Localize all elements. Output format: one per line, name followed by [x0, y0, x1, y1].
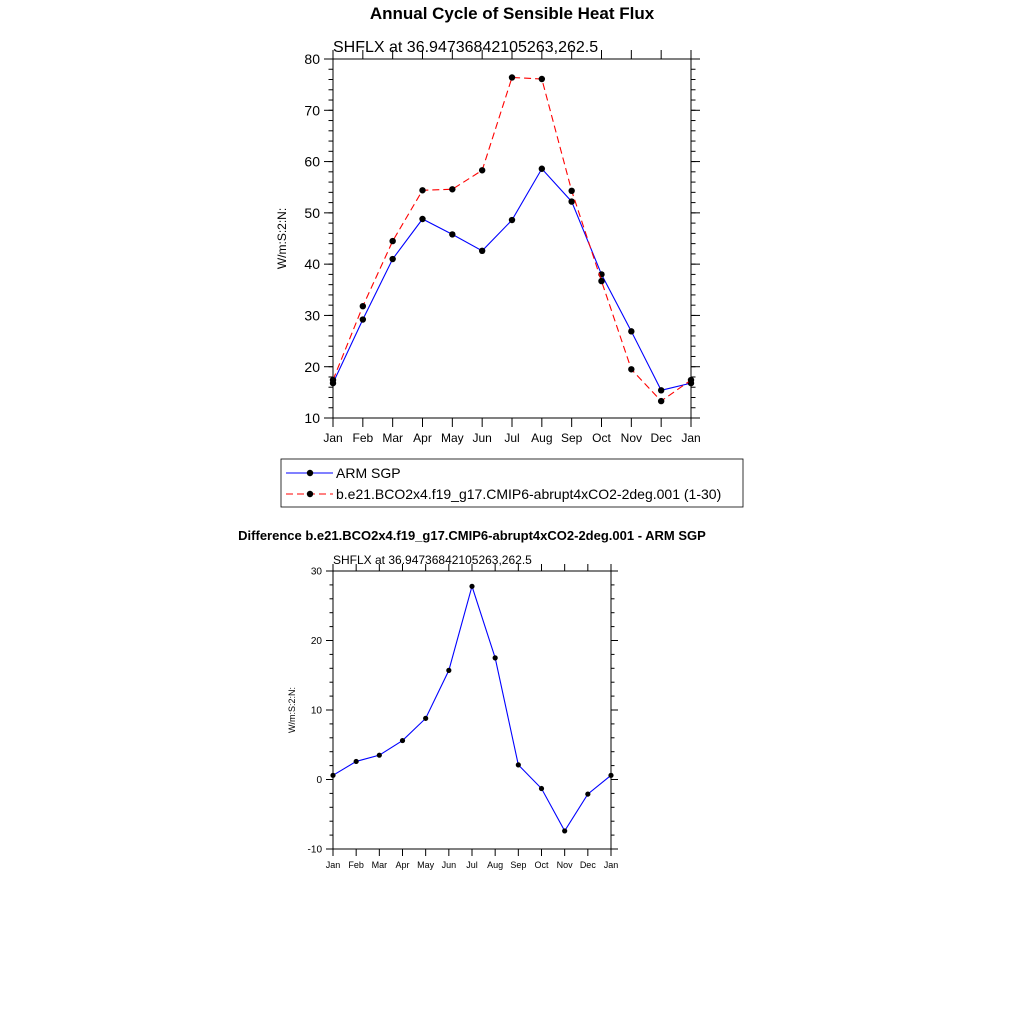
- data-point: [469, 584, 474, 589]
- x-tick-label: Apr: [395, 860, 410, 870]
- data-point: [400, 738, 405, 743]
- series-line-0: [333, 169, 691, 391]
- series-line-0: [333, 586, 611, 831]
- y-tick-label: 10: [304, 410, 320, 427]
- y-tick-label: -10: [307, 844, 322, 856]
- y-tick-label: 60: [304, 153, 320, 170]
- data-point: [516, 762, 521, 767]
- legend-marker: [307, 470, 313, 476]
- data-point: [360, 316, 366, 322]
- y-tick-label: 70: [304, 102, 320, 119]
- data-point: [423, 716, 428, 721]
- y-tick-label: 10: [310, 705, 322, 717]
- legend: [281, 459, 743, 507]
- y-tick-label: 0: [316, 775, 322, 787]
- data-point: [419, 187, 425, 193]
- data-point: [539, 166, 545, 172]
- x-tick-label: May: [417, 860, 435, 870]
- data-point: [354, 759, 359, 764]
- x-tick-label: Nov: [556, 860, 573, 870]
- legend-label-1: b.e21.BCO2x4.f19_g17.CMIP6-abrupt4xCO2-2deg.001 (1-30): [336, 486, 722, 502]
- x-tick-label: Jun: [472, 431, 492, 445]
- data-point: [389, 238, 395, 244]
- x-tick-label: Jul: [466, 860, 478, 870]
- x-tick-label: Sep: [560, 431, 583, 445]
- annual-cycle-chart: [275, 39, 701, 445]
- data-point: [658, 398, 664, 404]
- data-point: [539, 786, 544, 791]
- legend-label-0: ARM SGP: [336, 465, 401, 481]
- y-tick-label: 50: [304, 204, 320, 221]
- x-tick-label: Oct: [592, 431, 611, 445]
- data-point: [585, 791, 590, 796]
- plot-frame: [333, 59, 691, 418]
- difference-chart: [287, 553, 618, 870]
- y-tick-label: 20: [310, 636, 322, 648]
- x-tick-label: Jan: [325, 860, 341, 870]
- x-tick-label: Mar: [382, 431, 404, 445]
- x-tick-label: Jan: [681, 431, 701, 445]
- data-point: [509, 74, 515, 80]
- data-point: [628, 328, 634, 334]
- x-tick-label: Feb: [352, 431, 374, 445]
- data-point: [330, 773, 335, 778]
- x-tick-label: Dec: [650, 431, 672, 445]
- x-tick-label: Oct: [534, 860, 549, 870]
- chart-subtitle: SHFLX at 36.94736842105263,262.5: [333, 39, 599, 56]
- legend-marker: [307, 491, 313, 497]
- y-tick-label: 30: [310, 566, 322, 578]
- data-point: [493, 655, 498, 660]
- data-point: [389, 256, 395, 262]
- data-point: [568, 198, 574, 204]
- data-point: [419, 216, 425, 222]
- y-tick-label: 30: [304, 307, 320, 324]
- series-line-1: [333, 77, 691, 401]
- x-tick-label: Aug: [531, 431, 553, 445]
- x-tick-label: Apr: [413, 431, 432, 445]
- x-tick-label: Jun: [441, 860, 457, 870]
- main-title: Annual Cycle of Sensible Heat Flux: [369, 4, 655, 23]
- chart-subtitle: SHFLX at 36.94736842105263,262.5: [333, 553, 532, 567]
- data-point: [479, 248, 485, 254]
- data-point: [479, 167, 485, 173]
- data-point: [446, 668, 451, 673]
- data-point: [449, 231, 455, 237]
- data-point: [449, 186, 455, 192]
- y-axis-label: W/m:S:2:N:: [287, 686, 297, 734]
- x-tick-label: Nov: [620, 431, 643, 445]
- y-tick-label: 20: [304, 358, 320, 375]
- x-tick-label: Sep: [510, 860, 527, 870]
- data-point: [539, 76, 545, 82]
- data-point: [568, 188, 574, 194]
- data-point: [562, 828, 567, 833]
- y-tick-label: 40: [304, 256, 320, 273]
- x-tick-label: Feb: [348, 860, 364, 870]
- plot-frame: [333, 571, 611, 849]
- x-tick-label: Aug: [487, 860, 504, 870]
- data-point: [330, 377, 336, 383]
- x-tick-label: May: [440, 431, 464, 445]
- data-point: [688, 377, 694, 383]
- y-axis-label: W/m:S:2:N:: [275, 207, 289, 270]
- data-point: [628, 366, 634, 372]
- data-point: [509, 217, 515, 223]
- data-point: [360, 303, 366, 309]
- difference-title: Difference b.e21.BCO2x4.f19_g17.CMIP6-abrupt4xCO2-2deg.001 - ARM SGP: [238, 528, 706, 543]
- data-point: [598, 278, 604, 284]
- x-tick-label: Jan: [323, 431, 343, 445]
- data-point: [377, 753, 382, 758]
- y-tick-label: 80: [304, 51, 320, 68]
- x-tick-label: Dec: [579, 860, 596, 870]
- x-tick-label: Jan: [603, 860, 619, 870]
- x-tick-label: Mar: [371, 860, 388, 870]
- x-tick-label: Jul: [504, 431, 520, 445]
- data-point: [608, 773, 613, 778]
- data-point: [658, 387, 664, 393]
